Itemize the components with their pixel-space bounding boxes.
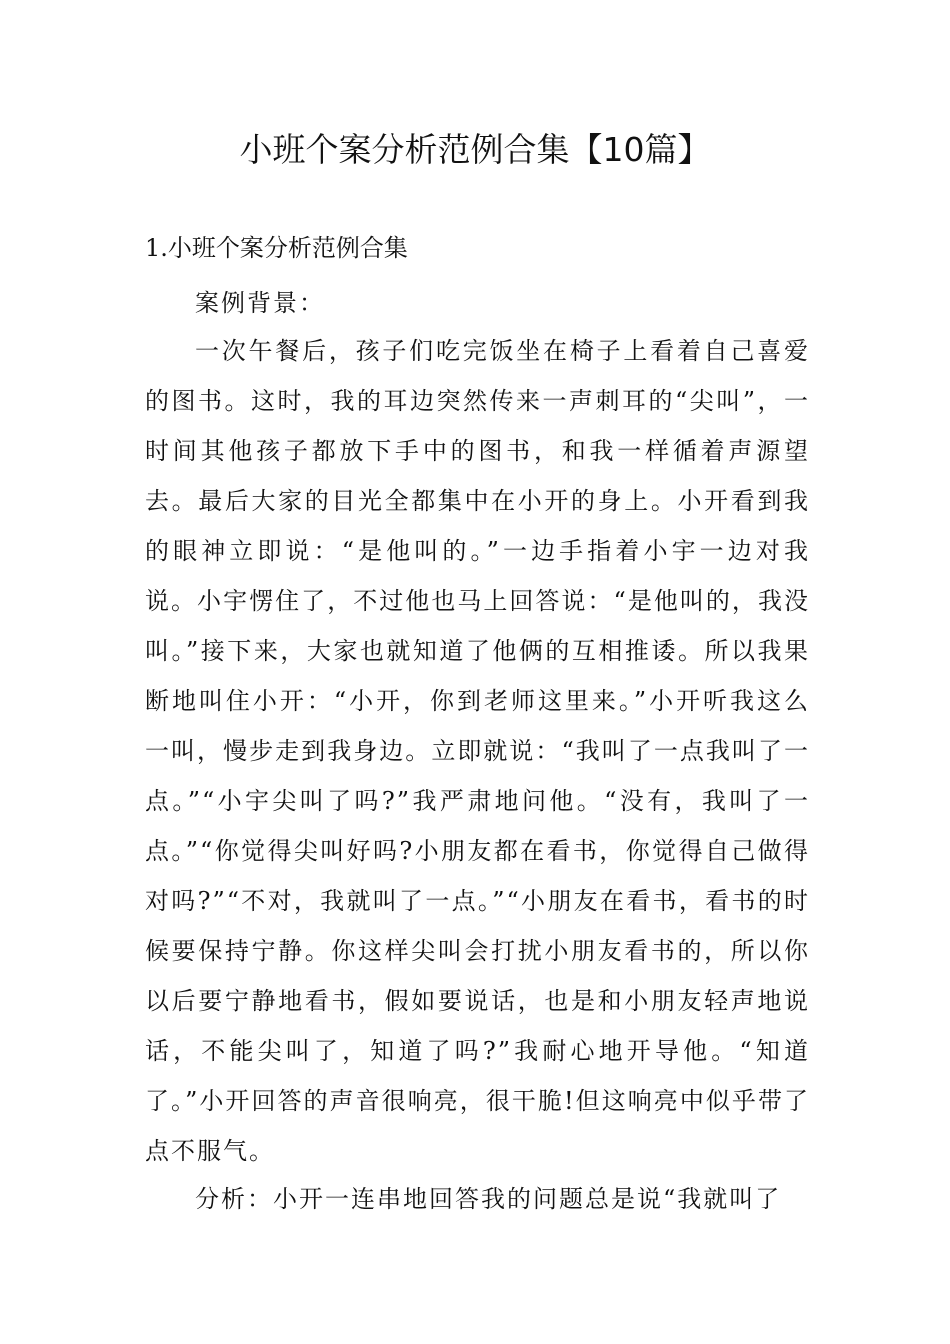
analysis-paragraph: 分析：小开一连串地回答我的问题总是说“我就叫了 [195, 1185, 782, 1213]
section-heading: 1.小班个案分析范例合集 [145, 234, 408, 262]
background-label-paragraph: 案例背景： [195, 289, 325, 317]
document-title: 小班个案分析范例合集【10篇】 [239, 130, 711, 169]
case-story-paragraph: 一次午餐后，孩子们吃完饭坐在椅子上看着自己喜爱的图书。这时，我的耳边突然传来一声刺耳的“尖叫”，一时间其他孩子都放下手中的图书，和我一样循着声源望去。最后大家的目光全都集中在小开的身上。小开看到我的眼神立即说：“是他叫的。”一边手指着小宇一边对我说。小宇愣住了，不过他也马上回答说：“是他叫的，我没叫。”接下来，大家也就知道了他俩的互相推诿。所以我果断地叫住小开：“小开，你到老师这里来。”小开听我这么一叫，慢步走到我身边。立即就说：“我叫了一点我叫了一点。”“小宇尖叫了吗?”我严肃地问他。“没有，我叫了一点。”“你觉得尖叫好吗?小朋友都在看书，你觉得自己做得对吗?”“不对，我就叫了一点。”“小朋友在看书，看书的时候要保持宁静。你这样尖叫会打扰小朋友看书的，所以你以后要宁静地看书，假如要说话，也是和小朋友轻声地说话，不能尖叫了，知道了吗?”我耐心地开导他。“知道了。”小开回答的声音很响亮，很干脆!但这响亮中似乎带了点不服气。 [145, 337, 810, 1165]
